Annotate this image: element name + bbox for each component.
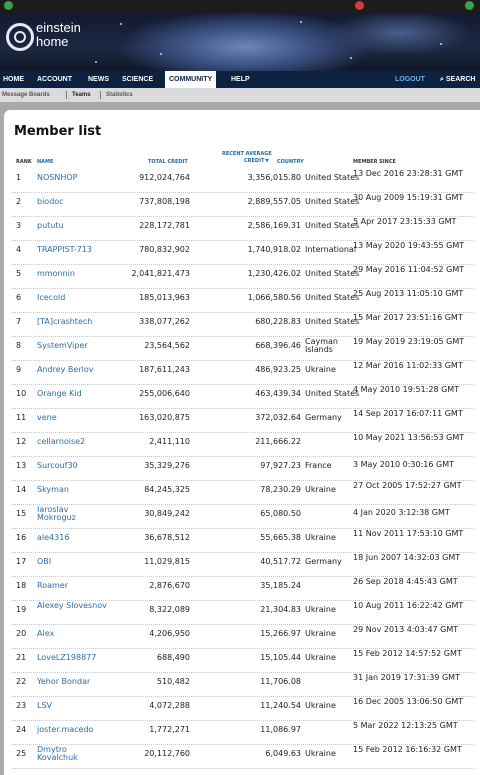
recent-average-credit-cell: 15,105.44 (260, 653, 301, 662)
member-name-link[interactable]: cellarnoise2 (37, 437, 86, 446)
rank-cell: 20 (16, 629, 27, 638)
member-since-cell: 31 Jan 2019 17:31:39 GMT (353, 673, 460, 682)
rank-cell: 14 (16, 485, 27, 494)
table-row (12, 264, 474, 289)
recent-average-credit-cell: 2,586,169.31 (247, 221, 301, 230)
recent-average-credit-cell: 372,032.64 (255, 413, 301, 422)
member-name-link[interactable]: OBI (37, 557, 52, 566)
member-since-cell: 15 Feb 2012 16:16:32 GMT (353, 745, 462, 754)
member-since-cell: 13 May 2020 19:43:55 GMT (353, 241, 465, 250)
country-cell: United States (305, 293, 360, 302)
member-since-cell: 27 Oct 2005 17:52:27 GMT (353, 481, 462, 490)
member-name-link[interactable]: Icecold (37, 293, 66, 302)
recent-average-credit-cell: 1,740,918.02 (247, 245, 301, 254)
table-row (12, 480, 474, 505)
search-link[interactable]: ⌕ SEARCH (440, 76, 476, 83)
site-banner (0, 13, 480, 71)
country-cell: United States (305, 197, 360, 206)
recent-average-credit-cell: 6,049.63 (265, 749, 301, 758)
table-row (12, 576, 474, 601)
country-cell: Germany (305, 557, 342, 566)
member-name-link[interactable]: mmonnin (37, 269, 75, 278)
rank-cell: 10 (16, 389, 27, 398)
rank-cell: 9 (16, 365, 22, 374)
table-row (12, 384, 474, 409)
table-row (12, 216, 474, 241)
member-since-cell: 26 Sep 2018 4:45:43 GMT (353, 577, 458, 586)
country-cell: Ukraine (305, 653, 336, 662)
table-row (12, 672, 474, 697)
col-header-member-since: MEMBER SINCE (353, 159, 396, 165)
total-credit-cell: 2,041,821,473 (131, 269, 190, 278)
main-nav (0, 71, 480, 88)
nav-help[interactable]: HELP (231, 76, 250, 83)
total-credit-cell: 688,490 (156, 653, 190, 662)
total-credit-cell: 228,172,781 (139, 221, 190, 230)
rank-cell: 5 (16, 269, 22, 278)
nav-home[interactable]: HOME (3, 76, 24, 83)
tab-favicon (465, 1, 474, 10)
table-row (12, 456, 474, 481)
nav-account[interactable]: ACCOUNT (37, 76, 72, 83)
country-cell: International (305, 245, 357, 254)
member-name-link[interactable]: Yehor Bondar (37, 677, 91, 686)
member-name-link[interactable]: pututu (37, 221, 64, 230)
rank-cell: 13 (16, 461, 27, 470)
member-since-cell: 19 May 2019 23:19:05 GMT (353, 337, 465, 346)
divider (100, 91, 101, 99)
member-since-cell: 4 May 2010 19:51:28 GMT (353, 385, 460, 394)
member-since-cell: 3 May 2010 0:30:16 GMT (353, 460, 454, 469)
member-since-cell: 11 Nov 2011 17:53:10 GMT (353, 529, 464, 538)
rank-cell: 17 (16, 557, 27, 566)
total-credit-cell: 780,832,902 (139, 245, 190, 254)
country-cell: United States (305, 389, 360, 398)
einstein-home-logo-icon[interactable] (6, 23, 34, 51)
recent-average-credit-cell: 3,356,015.80 (247, 173, 301, 182)
divider (66, 91, 67, 99)
table-row (12, 504, 474, 529)
tab-favicon (4, 1, 13, 10)
table-row (12, 720, 474, 745)
total-credit-cell: 8,322,089 (149, 605, 190, 614)
recent-average-credit-cell: 40,517.72 (260, 557, 301, 566)
member-name-link[interactable]: ale4316 (37, 533, 70, 542)
table-row (12, 432, 474, 457)
total-credit-cell: 2,411,110 (149, 437, 190, 446)
recent-average-credit-cell: 55,665.38 (260, 533, 301, 542)
member-name-link[interactable]: Dmytro Kovalchuk (37, 745, 78, 762)
member-since-cell: 18 Jun 2007 14:32:03 GMT (353, 553, 461, 562)
member-since-cell: 5 Apr 2017 23:15:33 GMT (353, 217, 457, 226)
member-since-cell: 16 Dec 2005 13:06:50 GMT (353, 697, 464, 706)
member-since-cell: 29 May 2016 11:04:52 GMT (353, 265, 465, 274)
country-cell: United States (305, 221, 360, 230)
table-row (12, 600, 474, 625)
sort-down-icon (265, 159, 269, 162)
recent-average-credit-cell: 680,228.83 (255, 317, 301, 326)
country-cell: Ukraine (305, 605, 336, 614)
total-credit-cell: 737,808,198 (139, 197, 190, 206)
member-since-cell: 15 Mar 2017 23:51:16 GMT (353, 313, 463, 322)
recent-average-credit-cell: 35,185.24 (260, 581, 301, 590)
total-credit-cell: 20,112,760 (144, 749, 190, 758)
total-credit-cell: 338,077,262 (139, 317, 190, 326)
col-header-recent-average[interactable]: RECENT AVERAGE (222, 151, 272, 157)
member-name-link[interactable]: SystemViper (37, 341, 88, 350)
table-row (12, 624, 474, 649)
rank-cell: 22 (16, 677, 27, 686)
member-name-link[interactable]: Alex (37, 629, 55, 638)
country-cell: United States (305, 269, 360, 278)
rank-cell: 18 (16, 581, 27, 590)
total-credit-cell: 1,772,271 (149, 725, 190, 734)
table-row (12, 240, 474, 265)
member-since-cell: 10 Aug 2011 16:22:42 GMT (353, 601, 464, 610)
rank-cell: 6 (16, 293, 22, 302)
rank-cell: 15 (16, 509, 27, 518)
recent-average-credit-cell: 11,706.08 (260, 677, 301, 686)
rank-cell: 16 (16, 533, 27, 542)
member-name-link[interactable]: Iaroslav Mokroguz (37, 505, 76, 522)
table-row (12, 408, 474, 433)
recent-average-credit-cell: 463,439.34 (255, 389, 301, 398)
subnav-teams[interactable]: Teams (72, 92, 91, 98)
country-cell: France (305, 461, 332, 470)
total-credit-cell: 4,206,950 (149, 629, 190, 638)
total-credit-cell: 163,020,875 (139, 413, 190, 422)
site-logo-text[interactable]: einstein home (36, 20, 81, 49)
recent-average-credit-cell: 15,266.97 (260, 629, 301, 638)
recent-average-credit-cell: 65,080.50 (260, 509, 301, 518)
sub-nav (0, 88, 480, 102)
table-row (12, 744, 474, 769)
member-name-link[interactable]: Roamer (37, 581, 68, 590)
recent-average-credit-cell: 2,889,557.05 (247, 197, 301, 206)
total-credit-cell: 912,024,764 (139, 173, 190, 182)
rank-cell: 25 (16, 749, 27, 758)
recent-average-credit-cell: 97,927.23 (260, 461, 301, 470)
recent-average-credit-cell: 486,923.25 (255, 365, 301, 374)
country-cell: United States (305, 173, 360, 182)
total-credit-cell: 84,245,325 (144, 485, 190, 494)
member-since-cell: 4 Jan 2020 3:12:38 GMT (353, 508, 450, 517)
member-since-cell: 12 Mar 2016 11:02:33 GMT (353, 361, 463, 370)
page-title: Member list (14, 124, 102, 139)
table-row (12, 696, 474, 721)
country-cell: Germany (305, 413, 342, 422)
recent-average-credit-cell: 1,066,580.56 (247, 293, 301, 302)
member-name-link[interactable]: Alexey Slovesnov (37, 601, 107, 610)
member-name-link[interactable]: LoveLZ198877 (37, 653, 97, 662)
rank-cell: 21 (16, 653, 27, 662)
rank-cell: 2 (16, 197, 22, 206)
member-since-cell: 29 Nov 2013 4:03:47 GMT (353, 625, 459, 634)
table-row (12, 168, 474, 193)
nav-news[interactable]: NEWS (88, 76, 109, 83)
col-header-country[interactable]: COUNTRY (277, 159, 304, 165)
subnav-message-boards[interactable]: Message Boards (2, 92, 50, 98)
member-name-link[interactable]: Andrey Berlov (37, 365, 94, 374)
search-icon: ⌕ (440, 76, 444, 83)
country-cell: Cayman Islands (305, 337, 338, 354)
member-since-cell: 15 Feb 2012 14:57:52 GMT (353, 649, 462, 658)
recent-average-credit-cell: 1,230,426.02 (247, 269, 301, 278)
recent-average-credit-cell: 78,230.29 (260, 485, 301, 494)
recent-average-credit-cell: 668,396.46 (255, 341, 301, 350)
col-header-rank: RANK (16, 159, 32, 165)
rank-cell: 3 (16, 221, 22, 230)
total-credit-cell: 11,029,815 (144, 557, 190, 566)
member-name-link[interactable]: Skyman (37, 485, 69, 494)
member-name-link[interactable]: Surcouf30 (37, 461, 78, 470)
recent-average-credit-cell: 11,240.54 (260, 701, 301, 710)
rank-cell: 12 (16, 437, 27, 446)
total-credit-cell: 2,876,670 (149, 581, 190, 590)
member-name-link[interactable]: vene (37, 413, 57, 422)
country-cell: Ukraine (305, 365, 336, 374)
member-name-link[interactable]: Orange Kid (37, 389, 82, 398)
table-row (12, 336, 474, 361)
member-since-cell: 14 Sep 2017 16:07:11 GMT (353, 409, 463, 418)
member-name-link[interactable]: joster.macedo (37, 725, 94, 734)
recent-average-credit-cell: 11,086.97 (260, 725, 301, 734)
member-since-cell: 5 Mar 2022 12:13:25 GMT (353, 721, 458, 730)
rank-cell: 8 (16, 341, 22, 350)
nav-community[interactable]: COMMUNITY (165, 71, 216, 88)
content-panel (4, 110, 480, 775)
member-since-cell: 30 Aug 2009 15:19:31 GMT (353, 193, 464, 202)
total-credit-cell: 36,678,512 (144, 533, 190, 542)
recent-average-credit-cell: 21,304.83 (260, 605, 301, 614)
total-credit-cell: 185,013,963 (139, 293, 190, 302)
rank-cell: 11 (16, 413, 27, 422)
col-header-recent-average-credit[interactable]: CREDIT (244, 158, 269, 164)
rank-cell: 1 (16, 173, 22, 182)
total-credit-cell: 187,611,243 (139, 365, 190, 374)
rank-cell: 4 (16, 245, 22, 254)
member-name-link[interactable]: [TA]crashtech (37, 317, 93, 326)
member-since-cell: 10 May 2021 13:56:53 GMT (353, 433, 465, 442)
member-name-link[interactable]: LSV (37, 701, 53, 710)
country-cell: Ukraine (305, 749, 336, 758)
total-credit-cell: 23,564,562 (144, 341, 190, 350)
country-cell: Ukraine (305, 629, 336, 638)
rank-cell: 24 (16, 725, 27, 734)
table-row (12, 648, 474, 673)
nav-science[interactable]: SCIENCE (122, 76, 154, 83)
country-cell: Ukraine (305, 701, 336, 710)
country-cell: Ukraine (305, 485, 336, 494)
col-header-total-credit[interactable]: TOTAL CREDIT (148, 159, 188, 165)
rank-cell: 23 (16, 701, 27, 710)
table-row (12, 552, 474, 577)
member-since-cell: 13 Dec 2016 23:28:31 GMT (353, 169, 464, 178)
col-header-name[interactable]: NAME (37, 159, 54, 165)
table-row (12, 360, 474, 385)
tab-favicon (355, 1, 364, 10)
member-name-link[interactable]: biodoc (37, 197, 64, 206)
country-cell: United States (305, 317, 360, 326)
table-row (12, 528, 474, 553)
subnav-statistics[interactable]: Statistics (106, 92, 133, 98)
table-row (12, 192, 474, 217)
member-name-link[interactable]: TRAPPIST-713 (37, 245, 92, 254)
total-credit-cell: 255,006,640 (139, 389, 190, 398)
total-credit-cell: 35,329,276 (144, 461, 190, 470)
rank-cell: 7 (16, 317, 22, 326)
member-name-link[interactable]: NOSNHOP (37, 173, 78, 182)
total-credit-cell: 30,849,242 (144, 509, 190, 518)
country-cell: Ukraine (305, 533, 336, 542)
table-row (12, 288, 474, 313)
total-credit-cell: 4,072,288 (149, 701, 190, 710)
logout-link[interactable]: LOGOUT (395, 76, 425, 83)
total-credit-cell: 510,482 (156, 677, 190, 686)
rank-cell: 19 (16, 605, 27, 614)
member-since-cell: 25 Aug 2013 11:05:10 GMT (353, 289, 464, 298)
table-row (12, 312, 474, 337)
browser-tab-strip (0, 0, 480, 13)
recent-average-credit-cell: 211,666.22 (255, 437, 301, 446)
